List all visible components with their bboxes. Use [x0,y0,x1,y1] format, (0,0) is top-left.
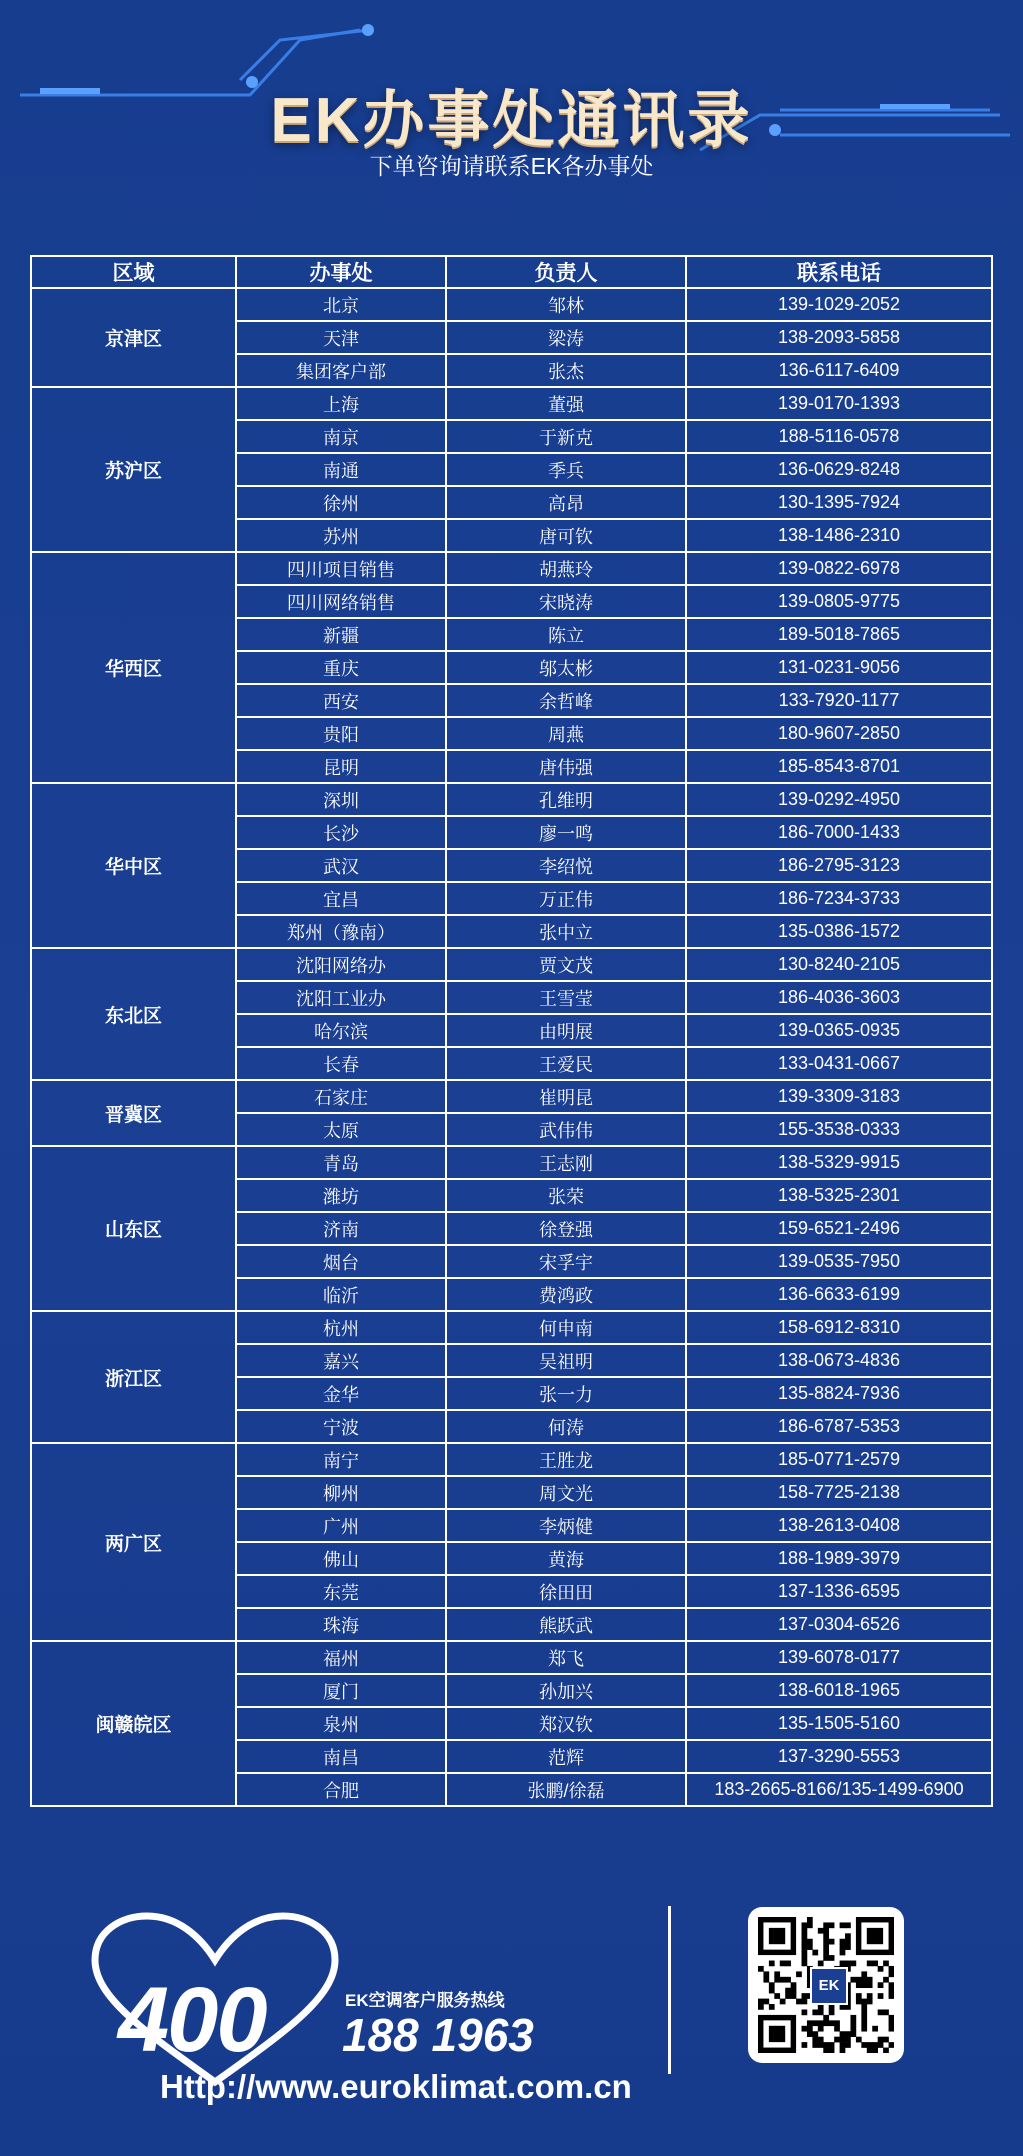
manager-cell: 梁涛 [446,321,686,354]
manager-cell: 吴祖明 [446,1344,686,1377]
office-cell: 集团客户部 [236,354,446,387]
table-header-row [31,256,992,288]
manager-cell: 廖一鸣 [446,816,686,849]
phone-cell: 138-0673-4836 [686,1344,992,1377]
office-cell: 四川项目销售 [236,552,446,585]
phone-cell: 185-0771-2579 [686,1443,992,1476]
phone-cell: 138-5325-2301 [686,1179,992,1212]
office-cell: 长沙 [236,816,446,849]
manager-cell: 唐伟强 [446,750,686,783]
office-cell: 泉州 [236,1707,446,1740]
office-cell: 苏州 [236,519,446,552]
phone-cell: 158-6912-8310 [686,1311,992,1344]
manager-cell: 胡燕玲 [446,552,686,585]
office-cell: 宁波 [236,1410,446,1443]
office-cell: 南通 [236,453,446,486]
manager-cell: 高昂 [446,486,686,519]
region-cell: 山东区 [31,1146,236,1311]
manager-cell: 周文光 [446,1476,686,1509]
phone-cell: 180-9607-2850 [686,717,992,750]
office-cell: 长春 [236,1047,446,1080]
header [0,0,1023,200]
region-cell: 东北区 [31,948,236,1080]
phone-cell: 139-6078-0177 [686,1641,992,1674]
manager-cell: 郑飞 [446,1641,686,1674]
office-cell: 南昌 [236,1740,446,1773]
manager-cell: 王爱民 [446,1047,686,1080]
manager-cell: 王胜龙 [446,1443,686,1476]
office-cell: 沈阳工业办 [236,981,446,1014]
office-cell: 柳州 [236,1476,446,1509]
manager-cell: 余哲峰 [446,684,686,717]
manager-cell: 张荣 [446,1179,686,1212]
hotline-number: 188 1963 [342,2009,534,2061]
office-cell: 天津 [236,321,446,354]
phone-cell: 130-8240-2105 [686,948,992,981]
column-header-office: 办事处 [236,256,446,288]
manager-cell: 贾文茂 [446,948,686,981]
manager-cell: 崔明昆 [446,1080,686,1113]
manager-cell: 何申南 [446,1311,686,1344]
manager-cell: 李炳健 [446,1509,686,1542]
office-cell: 四川网络销售 [236,585,446,618]
manager-cell: 唐可钦 [446,519,686,552]
office-cell: 潍坊 [236,1179,446,1212]
phone-cell: 138-2093-5858 [686,321,992,354]
table-row [31,948,992,981]
office-cell: 金华 [236,1377,446,1410]
manager-cell: 熊跃武 [446,1608,686,1641]
manager-cell: 黄海 [446,1542,686,1575]
office-cell: 福州 [236,1641,446,1674]
qr-logo: EK [810,1967,848,2005]
phone-cell: 139-0822-6978 [686,552,992,585]
footer [0,1890,1023,2156]
office-cell: 徐州 [236,486,446,519]
manager-cell: 宋孚宇 [446,1245,686,1278]
office-cell: 深圳 [236,783,446,816]
phone-cell: 158-7725-2138 [686,1476,992,1509]
region-cell: 苏沪区 [31,387,236,552]
table-row [31,1443,992,1476]
phone-cell: 188-1989-3979 [686,1542,992,1575]
phone-cell: 188-5116-0578 [686,420,992,453]
manager-cell: 孙加兴 [446,1674,686,1707]
office-cell: 太原 [236,1113,446,1146]
table-row [31,387,992,420]
office-cell: 广州 [236,1509,446,1542]
manager-cell: 邬太彬 [446,651,686,684]
phone-cell: 186-4036-3603 [686,981,992,1014]
office-cell: 厦门 [236,1674,446,1707]
phone-cell: 139-0170-1393 [686,387,992,420]
page-subtitle: 下单咨询请联系EK各办事处 [369,153,654,179]
phone-cell: 183-2665-8166/135-1499-6900 [686,1773,992,1806]
phone-cell: 136-0629-8248 [686,453,992,486]
manager-cell: 由明展 [446,1014,686,1047]
phone-cell: 139-0365-0935 [686,1014,992,1047]
office-cell: 珠海 [236,1608,446,1641]
office-cell: 新疆 [236,618,446,651]
phone-cell: 186-7234-3733 [686,882,992,915]
office-cell: 嘉兴 [236,1344,446,1377]
phone-cell: 138-1486-2310 [686,519,992,552]
office-cell: 哈尔滨 [236,1014,446,1047]
office-cell: 青岛 [236,1146,446,1179]
office-cell: 贵阳 [236,717,446,750]
table-row [31,1080,992,1113]
qr-code [748,1907,904,2063]
region-cell: 华西区 [31,552,236,783]
phone-cell: 136-6117-6409 [686,354,992,387]
phone-cell: 137-3290-5553 [686,1740,992,1773]
manager-cell: 李绍悦 [446,849,686,882]
region-cell: 闽赣皖区 [31,1641,236,1806]
office-cell: 合肥 [236,1773,446,1806]
phone-cell: 139-3309-3183 [686,1080,992,1113]
table-row [31,288,992,321]
manager-cell: 张杰 [446,354,686,387]
phone-cell: 135-0386-1572 [686,915,992,948]
office-cell: 上海 [236,387,446,420]
hotline-label: EK空调客户服务热线 [345,1991,505,2010]
office-cell: 宜昌 [236,882,446,915]
phone-cell: 137-0304-6526 [686,1608,992,1641]
office-cell: 佛山 [236,1542,446,1575]
office-cell: 杭州 [236,1311,446,1344]
phone-cell: 139-1029-2052 [686,288,992,321]
manager-cell: 王志刚 [446,1146,686,1179]
office-cell: 烟台 [236,1245,446,1278]
column-header-manager: 负责人 [446,256,686,288]
manager-cell: 周燕 [446,717,686,750]
manager-cell: 张鹏/徐磊 [446,1773,686,1806]
table-row [31,1311,992,1344]
office-cell: 北京 [236,288,446,321]
phone-cell: 186-6787-5353 [686,1410,992,1443]
phone-cell: 135-1505-5160 [686,1707,992,1740]
region-cell: 两广区 [31,1443,236,1641]
table-row [31,1641,992,1674]
website-link[interactable]: Http://www.euroklimat.com.cn [160,2068,632,2105]
office-cell: 南宁 [236,1443,446,1476]
office-cell: 昆明 [236,750,446,783]
manager-cell: 董强 [446,387,686,420]
page-title: EK办事处通讯录 [270,86,753,155]
manager-cell: 张中立 [446,915,686,948]
manager-cell: 武伟伟 [446,1113,686,1146]
manager-cell: 季兵 [446,453,686,486]
manager-cell: 范辉 [446,1740,686,1773]
phone-cell: 138-2613-0408 [686,1509,992,1542]
manager-cell: 何涛 [446,1410,686,1443]
phone-cell: 139-0535-7950 [686,1245,992,1278]
manager-cell: 徐田田 [446,1575,686,1608]
phone-cell: 136-6633-6199 [686,1278,992,1311]
office-cell: 武汉 [236,849,446,882]
phone-cell: 130-1395-7924 [686,486,992,519]
phone-cell: 185-8543-8701 [686,750,992,783]
office-cell: 石家庄 [236,1080,446,1113]
manager-cell: 宋晓涛 [446,585,686,618]
phone-cell: 139-0292-4950 [686,783,992,816]
manager-cell: 万正伟 [446,882,686,915]
manager-cell: 陈立 [446,618,686,651]
manager-cell: 费鸿政 [446,1278,686,1311]
manager-cell: 王雪莹 [446,981,686,1014]
hotline-prefix: 400 [118,1969,266,2071]
office-cell: 重庆 [236,651,446,684]
office-cell: 郑州（豫南） [236,915,446,948]
phone-cell: 138-6018-1965 [686,1674,992,1707]
table-row [31,783,992,816]
office-cell: 济南 [236,1212,446,1245]
manager-cell: 张一力 [446,1377,686,1410]
office-cell: 西安 [236,684,446,717]
table-row [31,1146,992,1179]
phone-cell: 138-5329-9915 [686,1146,992,1179]
phone-cell: 159-6521-2496 [686,1212,992,1245]
phone-cell: 135-8824-7936 [686,1377,992,1410]
contact-table [30,255,991,1807]
footer-divider [668,1906,671,2074]
manager-cell: 于新克 [446,420,686,453]
manager-cell: 郑汉钦 [446,1707,686,1740]
office-cell: 南京 [236,420,446,453]
column-header-region: 区域 [31,256,236,288]
phone-cell: 186-7000-1433 [686,816,992,849]
phone-cell: 131-0231-9056 [686,651,992,684]
column-header-phone: 联系电话 [686,256,992,288]
region-cell: 晋冀区 [31,1080,236,1146]
phone-cell: 155-3538-0333 [686,1113,992,1146]
manager-cell: 徐登强 [446,1212,686,1245]
table-row [31,552,992,585]
phone-cell: 189-5018-7865 [686,618,992,651]
office-cell: 临沂 [236,1278,446,1311]
office-cell: 沈阳网络办 [236,948,446,981]
table-body [31,288,992,1806]
phone-cell: 133-0431-0667 [686,1047,992,1080]
phone-cell: 137-1336-6595 [686,1575,992,1608]
manager-cell: 邹林 [446,288,686,321]
region-cell: 浙江区 [31,1311,236,1443]
region-cell: 华中区 [31,783,236,948]
phone-cell: 186-2795-3123 [686,849,992,882]
phone-cell: 139-0805-9775 [686,585,992,618]
manager-cell: 孔维明 [446,783,686,816]
region-cell: 京津区 [31,288,236,387]
phone-cell: 133-7920-1177 [686,684,992,717]
office-cell: 东莞 [236,1575,446,1608]
